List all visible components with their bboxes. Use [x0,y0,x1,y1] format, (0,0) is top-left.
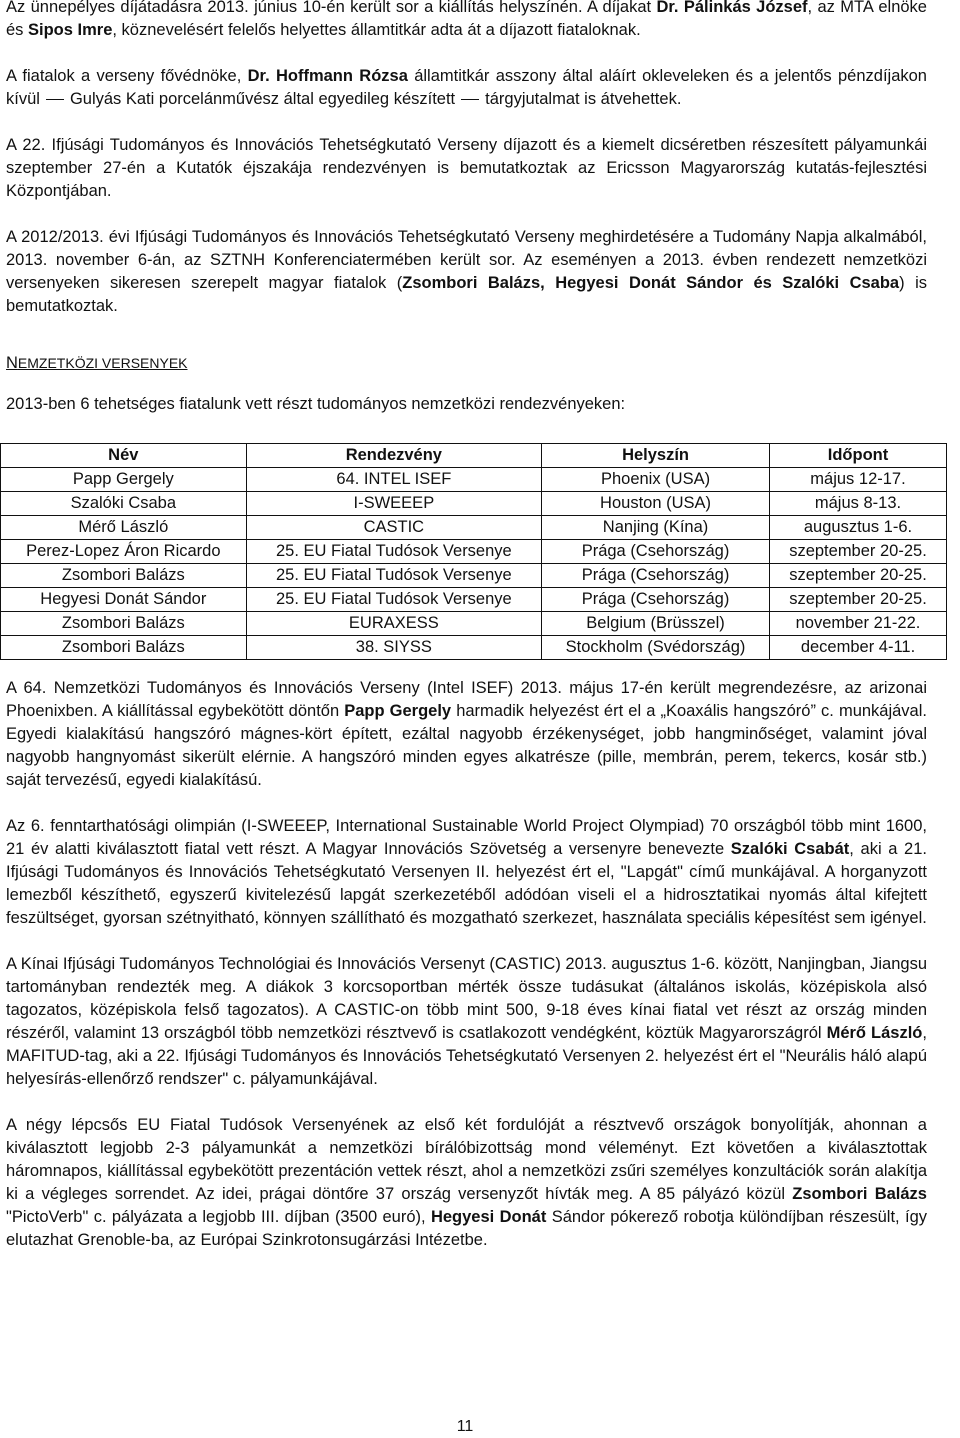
table-cell: Hegyesi Donát Sándor [1,588,247,612]
bold-text-run: Hegyesi Donát [430,1208,547,1226]
text-run: tárgyjutalmat is átvehettek. [485,90,682,108]
section-intro: 2013-ben 6 tehetséges fiatalunk vett részt tudományos nemzetközi rendezvényeken: [6,395,626,413]
table-cell: Belgium (Brüsszel) [542,612,770,636]
paragraph-science-day [6,226,927,318]
table-cell: Zsombori Balázs [1,564,247,588]
table-cell: Stockholm (Svédország) [542,636,770,660]
paragraph-castic [6,953,927,1091]
table-cell: 64. INTEL ISEF [246,468,541,492]
text-run: harmadik helyezést ért el a „Koaxális hangszóró” c. munkájával. Egyedi kialakítású hangszóró mágnes-kört épített, ezáltal nagyobb érzékenységet, jobb hangminőséget, valamint jóval nagyobb hangnyomást sikerült elérnie. A hangszóró minden egyes alkatrésze (pille, membrán, perem, tekercs, kosár stb.) saját tervezésű, egyedi kialakítású. [6,702,927,789]
text-run: A 22. Ifjúsági Tudományos és Innovációs Tehetségkutató Verseny díjazott és a kiemelt dicséretben részesített pályamunkái szeptember 27-én a Kutatók éjszakája rendezvényen is bemutatkoztak az Ericsson Magyarország kutatás-fejlesztési Központjában. [6,136,927,200]
paragraph-researchers-night [6,134,927,203]
table-cell: szeptember 20-25. [769,564,946,588]
table-cell: Nanjing (Kína) [542,516,770,540]
table-cell: 38. SIYSS [246,636,541,660]
paragraph-i-sweeep [6,815,927,930]
text-run: Gulyás Kati porcelánművész által egyedileg készített [69,90,456,108]
bold-text-run: Szalóki Csabát [730,840,850,858]
text-run: A négy lépcsős EU Fiatal Tudósok Versenyének az első két fordulóját a résztvevő országok bonyolítják, ahonnan a kiválasztott legjobb 2-3 pályamunkát a nemzetközi bírálóbizottság mond véleményt. Ezt követően a kiválasztottak háromnapos, kiállítással egybekötött prezentáción vettek részt, ahol a nemzetközi zsűri személyes konzultációk során alakítja ki a végleges sorrendet. Az idei, prágai döntőre 37 ország versenyzőt hívták meg. A 85 pályázó közül [6,1116,927,1203]
paragraph-award-ceremony [6,0,927,42]
text-run: Sándor pókerező robotja különdíjban részesült, így elutazhat Grenoble-ba, az Európai Szinkrotonsugárzási Intézetbe. [6,1208,927,1249]
table-cell: CASTIC [246,516,541,540]
table-cell: Phoenix (USA) [542,468,770,492]
table-row [1,636,947,660]
text-run: A fiatalok a verseny fővédnöke, [6,67,248,85]
column-header-date: Időpont [769,444,946,468]
table-cell: május 12-17. [769,468,946,492]
column-header-location: Helyszín [542,444,770,468]
table-body [1,468,947,660]
section-heading-international-competitions: NEMZETKÖZI VERSENYEK [6,354,188,372]
bold-text-run: Dr. Hoffmann Rózsa [247,67,408,85]
table-cell: Zsombori Balázs [1,612,247,636]
text-run: , köznevelésért felelős helyettes államtitkár adta át a díjazott fiataloknak. [112,21,641,39]
bold-text-run: Papp Gergely [344,702,452,720]
text-run: Az 6. fenntarthatósági olimpián (I-SWEEEP, International Sustainable World Project Olympiad) 70 országból több mint 1600, 21 év alatti kiválasztott fiatal vett részt. A Magyar Innovációs Szövetség a versenyre benevezte [6,817,927,858]
table-cell: 25. EU Fiatal Tudósok Versenye [246,540,541,564]
dash-separator [46,99,64,100]
text-run: "PictoVerb" c. pályázata a legjobb III. díjban (3500 euró), [6,1208,431,1226]
bold-text-run: Dr. Pálinkás József [656,0,808,16]
competitions-table [0,443,947,660]
table-row [1,588,947,612]
table-cell: Prága (Csehország) [542,540,770,564]
text-run: Az ünnepélyes díjátadásra 2013. június 10-én került sor a kiállítás helyszínén. A díjakat [6,0,657,16]
table-cell: november 21-22. [769,612,946,636]
text-run: ) is bemutatkoztak. [6,274,927,315]
bold-text-run: Mérő László [826,1024,923,1042]
paragraph-intel-isef [6,677,927,792]
table-cell: szeptember 20-25. [769,588,946,612]
table-cell: augusztus 1-6. [769,516,946,540]
table-row [1,516,947,540]
table-cell: Mérő László [1,516,247,540]
bold-text-run: Zsombori Balázs, Hegyesi Donát Sándor és Szalóki Csaba [402,274,900,292]
column-header-name: Név [1,444,247,468]
table-cell: december 4-11. [769,636,946,660]
table-row [1,492,947,516]
table-row [1,564,947,588]
table-row [1,468,947,492]
table-cell: Szalóki Csaba [1,492,247,516]
page-number: 11 [456,1418,474,1435]
text-run: , aki a 21. Ifjúsági Tudományos és Innovációs Tehetségkutató Versenyen II. helyezést ért el, "Lapgát" című munkájával. A horganyzott lemezből készíthető, egyszerű kivitelezésű lapgát szerkezetéből adódóan viseli el a hidrosztatikai nyomás által kifejtett feszültséget, gyorsan szétnyitható, könnyen szállítható és mozgatható szerkezet, használata speciális képesítést sem igényel. [6,840,927,927]
text-run: A 64. Nemzetközi Tudományos és Innovációs Verseny (Intel ISEF) 2013. május 17-én került megrendezésre, az arizonai Phoenixben. A kiállítással egybekötött döntőn [6,679,927,720]
table-header-row [1,444,947,468]
table-cell: Perez-Lopez Áron Ricardo [1,540,247,564]
text-run: , MAFITUD-tag, aki a 22. Ifjúsági Tudományos és Innovációs Tehetségkutató Versenyen 2. helyezést ért el "Neurális háló alapú helyesírás-ellenőrző rendszer" c. pályamunkájával. [6,1024,927,1088]
paragraph-patron [6,65,927,111]
dash-separator [461,99,479,100]
table-cell: 25. EU Fiatal Tudósok Versenye [246,564,541,588]
table-row [1,612,947,636]
column-header-event: Rendezvény [246,444,541,468]
text-run: A Kínai Ifjúsági Tudományos Technológiai és Innovációs Versenyt (CASTIC) 2013. augusztus 1-6. között, Nanjingban, Jiangsu tartományban rendezték meg. A diákok 3 korcsoportban mérték össze tudásukat (általános iskolás, középiskola alsó tagozatos, középiskola felső tagozatos). A CASTIC-on több mint 500, 9-18 éves kínai fiatal vet részt az ország minden részéről, valamint 13 országból több nemzetközi résztvevő is csatlakozott vendégként, köztük Magyarországról [6,955,927,1042]
bold-text-run: Zsombori Balázs [792,1185,927,1203]
text-run: államtitkár asszony által aláírt okleveleken és a jelentős pénzdíjakon kívül [6,67,927,108]
paragraph-eu-young-scientists [6,1114,927,1252]
table-cell: szeptember 20-25. [769,540,946,564]
bold-text-run: Sipos Imre [28,21,113,39]
text-run: A 2012/2013. évi Ifjúsági Tudományos és Innovációs Tehetségkutató Verseny meghirdetésére a Tudomány Napja alkalmából, 2013. november 6-án, az SZTNH Konferenciatermében került sor. Az eseményen a 2013. évben rendezett nemzetközi versenyeken sikeresen szerepelt magyar fiatalok ( [6,228,927,292]
table-cell: Papp Gergely [1,468,247,492]
table-cell: május 8-13. [769,492,946,516]
table-cell: Prága (Csehország) [542,588,770,612]
table-row [1,540,947,564]
table-cell: Prága (Csehország) [542,564,770,588]
table-cell: Zsombori Balázs [1,636,247,660]
table-cell: EURAXESS [246,612,541,636]
table-cell: Houston (USA) [542,492,770,516]
table-cell: 25. EU Fiatal Tudósok Versenye [246,588,541,612]
page-content [6,0,927,1275]
table-cell: I-SWEEEP [246,492,541,516]
text-run: , az MTA elnöke és [6,0,927,39]
